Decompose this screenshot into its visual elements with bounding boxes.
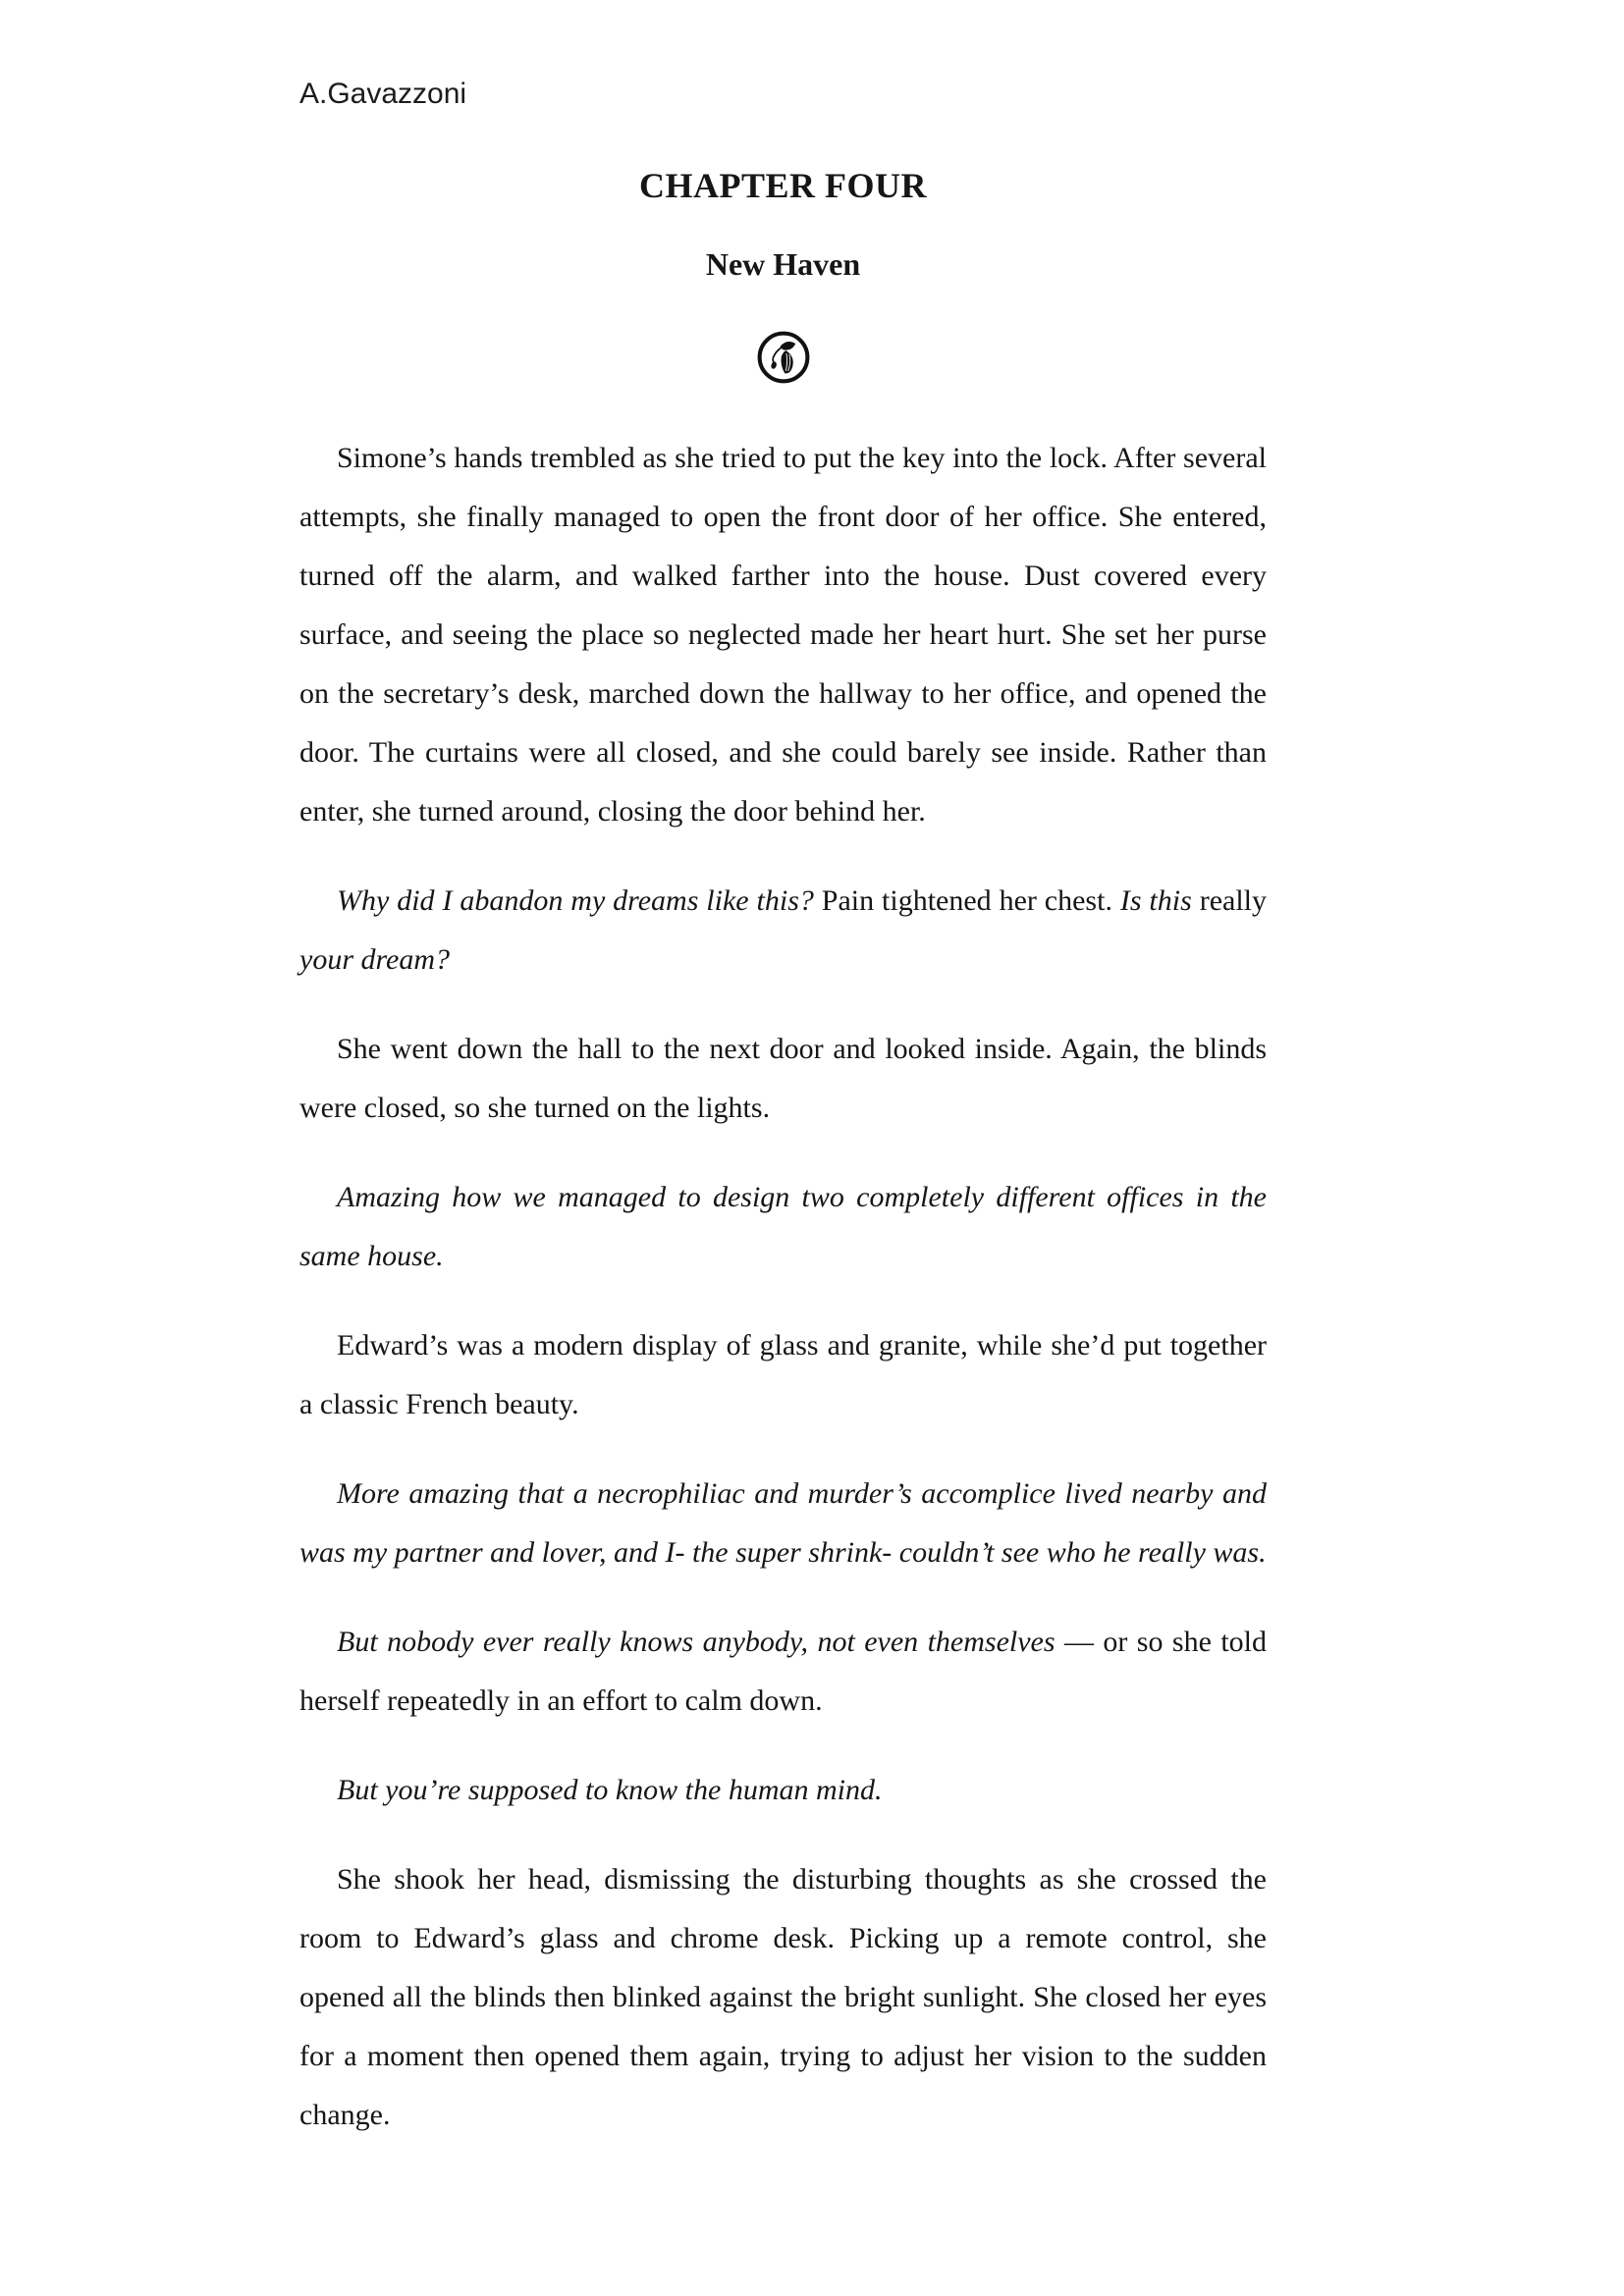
chapter-ornament: [299, 329, 1267, 386]
italic-text-run: your dream?: [299, 942, 451, 976]
text-run: She shook her head, dismissing the disturbing thoughts as she crossed the room to Edward’s glass and chrome desk. Picking up a remote control, she opened all the blinds then blinked against the bright sunlight. She closed her eyes for a moment then opened them again, trying to adjust her vision to the sudden change.: [299, 1862, 1267, 2131]
body-text: [299, 429, 1267, 2145]
chapter-subtitle: New Haven: [705, 245, 861, 282]
italic-text-run: But nobody ever really knows anybody, not even themselves: [337, 1625, 1056, 1658]
paragraph: [299, 1020, 1267, 1138]
text-run: — or so she told herself repeatedly in an effort to calm down.: [299, 1625, 1267, 1717]
paragraph: [299, 1465, 1267, 1582]
text-run: really: [1191, 883, 1268, 917]
text-run: Pain tightened her chest.: [813, 883, 1120, 917]
italic-text-run: Amazing how we managed to design two completely different offices in the same house.: [299, 1180, 1267, 1272]
italic-text-run: More amazing that a necrophiliac and murder’s accomplice lived nearby and was my partner and lover, and I- the super shrink- couldn’t see who he really was.: [299, 1476, 1267, 1569]
italic-text-run: Is this: [1119, 883, 1192, 917]
paragraph: [299, 1613, 1267, 1731]
text-run: Edward’s was a modern display of glass and granite, while she’d put together a classic French beauty.: [299, 1328, 1267, 1420]
running-header-author: A.Gavazzoni: [299, 78, 467, 110]
italic-text-run: Why did I abandon my dreams like this?: [337, 883, 814, 917]
paragraph: [299, 1761, 1267, 1820]
paragraph: [299, 1850, 1267, 2145]
text-run: Simone’s hands trembled as she tried to put the key into the lock. After several attempts, she finally managed to open the front door of her office. She entered, turned off the alarm, and walked farther into the house. Dust covered every surface, and seeing the place so neglected made her heart hurt. She set her purse on the secretary’s desk, marched down the hallway to her office, and opened the door. The curtains were all closed, and she could barely see inside. Rather than enter, she turned around, closing the door behind her.: [299, 441, 1267, 828]
paragraph: [299, 1316, 1267, 1434]
paragraph: [299, 872, 1267, 989]
paragraph: [299, 1168, 1267, 1286]
italic-text-run: But you’re supposed to know the human mind.: [337, 1773, 883, 1806]
paragraph: [299, 429, 1267, 841]
text-run: She went down the hall to the next door and looked inside. Again, the blinds were closed, so she turned on the lights.: [299, 1032, 1267, 1124]
chapter-title: CHAPTER FOUR: [639, 166, 927, 205]
leaf-sprig-in-circle-icon: [755, 329, 812, 386]
